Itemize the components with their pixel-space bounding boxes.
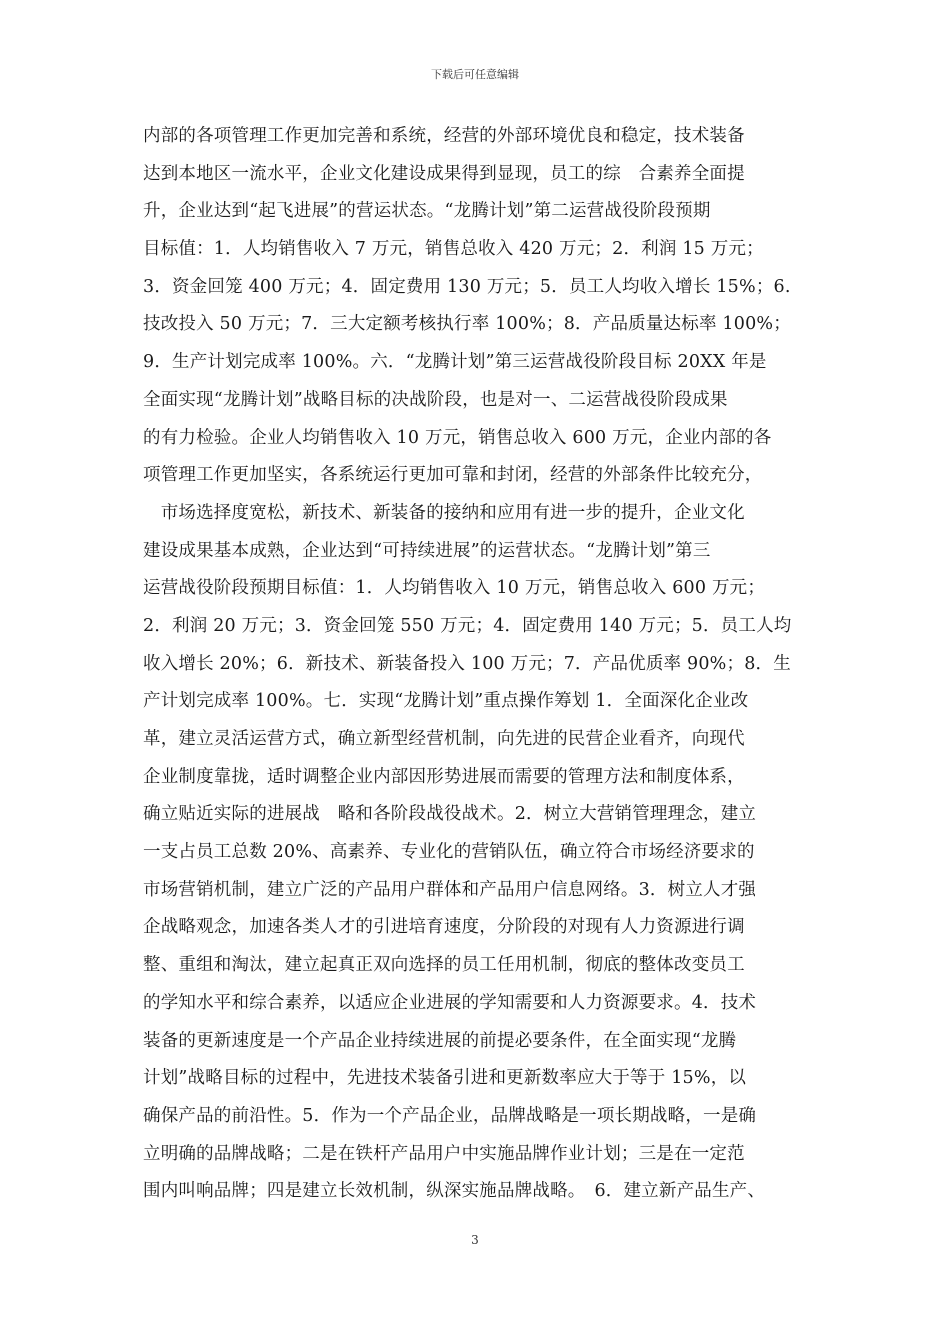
text-line: 市场营销机制，建立广泛的产品用户群体和产品用户信息网络。3．树立人才强 <box>143 879 757 900</box>
text-line: 建设成果基本成熟，企业达到“可持续进展”的运营状态。“龙腾计划”第三 <box>143 540 711 561</box>
text-line: 产计划完成率 100%。七．实现“龙腾计划”重点操作筹划 1．全面深化企业改 <box>143 691 749 712</box>
text-line: 革，建立灵活运营方式，确立新型经营机制，向先进的民营企业看齐，向现代 <box>143 729 745 749</box>
text-line: 计划”战略目标的过程中，先进技术装备引进和更新数率应大于等于 15%，以 <box>143 1068 747 1089</box>
text-line: 2．利润 20 万元；3．资金回笼 550 万元；4．固定费用 140 万元；5．员工人均 <box>143 615 792 636</box>
text-line: 升，企业达到“起飞进展”的营运状态。“龙腾计划”第二运营战役阶段预期 <box>143 201 711 222</box>
text-line: 整、重组和淘汰，建立起真正双向选择的员工任用机制，彻底的整体改变员工 <box>143 955 745 976</box>
page-header: 下载后可任意编辑 <box>431 68 519 81</box>
text-line: 企战略观念，加速各类人才的引进培育速度，分阶段的对现有人力资源进行调 <box>143 917 745 938</box>
text-line: 目标值：1．人均销售收入 7 万元，销售总收入 420 万元；2．利润 15 万元； <box>143 239 764 260</box>
text-line: 收入增长 20%；6．新技术、新装备投入 100 万元；7．产品优质率 90%；8．生 <box>143 653 791 674</box>
text-line: 立明确的品牌战略；二是在铁杆产品用户中实施品牌作业计划；三是在一定范 <box>143 1143 745 1164</box>
text-line: 技改投入 50 万元；7．三大定额考核执行率 100%；8．产品质量达标率 100%； <box>143 314 791 335</box>
text-line: 3．资金回笼 400 万元；4．固定费用 130 万元；5．员工人均收入增长 15%；6. <box>143 276 791 297</box>
text-line: 全面实现“龙腾计划”战略目标的决战阶段，也是对一、二运营战役阶段成果 <box>143 389 728 410</box>
text-line: 运营战役阶段预期目标值：1．人均销售收入 10 万元，销售总收入 600 万元； <box>143 578 766 599</box>
text-line: 企业制度靠拢，适时调整企业内部因形势进展而需要的管理方法和制度体系， <box>143 766 745 787</box>
text-line: 9．生产计划完成率 100%。六．“龙腾计划”第三运营战役阶段目标 20XX 年是 <box>143 352 767 373</box>
text-line: 的有力检验。企业人均销售收入 10 万元，销售总收入 600 万元，企业内部的各 <box>143 427 772 448</box>
text-line: 项管理工作更加坚实，各系统运行更加可靠和封闭，经营的外部条件比较充分， <box>143 465 763 486</box>
text-line: 围内叫响品牌；四是建立长效机制，纵深实施品牌战略。 6．建立新产品生产、 <box>143 1181 766 1202</box>
text-line: 确保产品的前沿性。5．作为一个产品企业，品牌战略是一项长期战略，一是确 <box>143 1105 757 1126</box>
text-line: 确立贴近实际的进展战 略和各阶段战役战术。2．树立大营销管理理念，建立 <box>143 804 757 825</box>
page-number: 3 <box>471 1233 479 1247</box>
text-line: 的学知水平和综合素养，以适应企业进展的学知需要和人力资源要求。4．技术 <box>143 992 757 1013</box>
text-line: 达到本地区一流水平，企业文化建设成果得到显现，员工的综 合素养全面提 <box>143 163 745 184</box>
text-line: 市场选择度宽松，新技术、新装备的接纳和应用有进一步的提升，企业文化 <box>143 502 745 523</box>
body-text <box>143 118 817 1211</box>
text-line: 一支占员工总数 20%、高素养、专业化的营销队伍，确立符合市场经济要求的 <box>143 842 755 863</box>
text-line: 装备的更新速度是一个产品企业持续进展的前提必要条件，在全面实现“龙腾 <box>143 1030 737 1051</box>
text-line: 内部的各项管理工作更加完善和系统，经营的外部环境优良和稳定，技术装备 <box>143 126 745 146</box>
